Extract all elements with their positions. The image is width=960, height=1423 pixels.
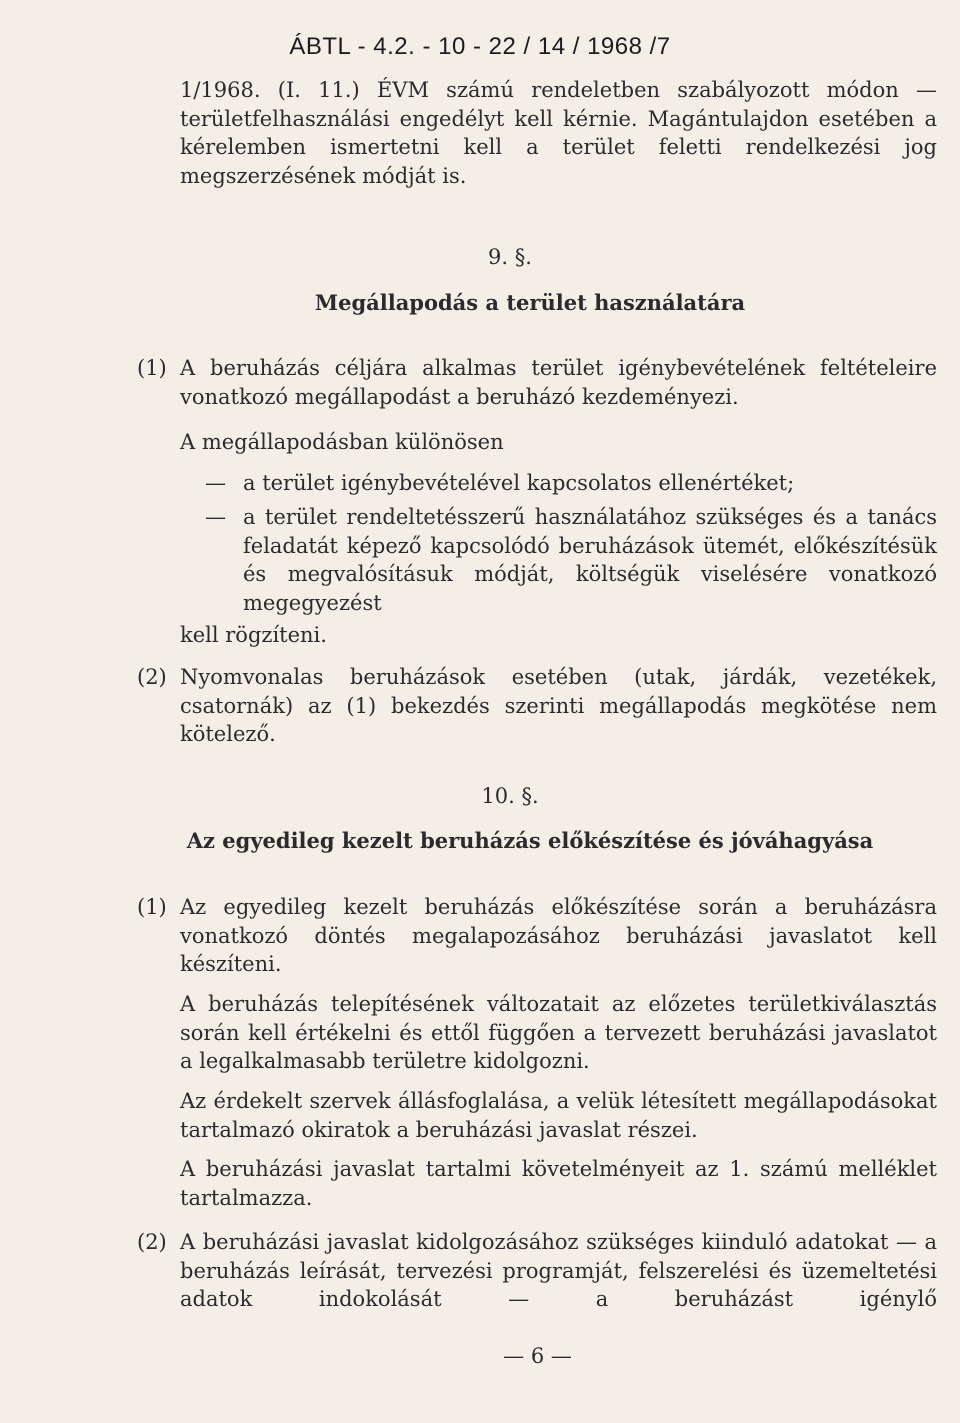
section-10-paragraph-1: Az egyedileg kezelt beruházás előkészítése során a beruházásra vonatkozó döntés megalapozásához beruházási javaslatot kell készíteni. [180, 895, 937, 976]
section-10-number: 10. §. [481, 784, 539, 808]
section-10-paragraph-2: A beruházási javaslat kidolgozásához szükséges kiinduló adatokat — a beruházás leírását, tervezési programját, felszerelési és üzemeltetési adatok indokolását — a beruházást igénylő [180, 1230, 937, 1311]
section-10-paragraph-2-number: (2) [137, 1230, 167, 1254]
section-10-paragraph-1-d: A beruházási javaslat tartalmi követelményeit az 1. számú melléklet tartalmazza. [180, 1157, 937, 1210]
section-9-paragraph-1: A beruházás céljára alkalmas terület igénybevételének feltételeire vonatkozó megállapodást a beruházó kezdeményezi. [180, 356, 937, 409]
section-10-paragraph-1-number: (1) [137, 895, 167, 919]
archive-reference: ÁBTL - 4.2. - 10 - 22 / 14 / 1968 /7 [289, 33, 671, 60]
section-9-title: Megállapodás a terület használatára [314, 290, 746, 315]
section-9-paragraph-1-end: kell rögzíteni. [180, 623, 327, 647]
section-9-paragraph-1-number: (1) [137, 356, 167, 380]
section-9-number: 9. §. [488, 245, 532, 269]
section-9-paragraph-2-number: (2) [137, 665, 167, 689]
bullet-dash: — [205, 505, 226, 529]
section-10-paragraph-1-c: Az érdekelt szervek állásfoglalása, a velük létesített megállapodásokat tartalmazó okiratok a beruházási javaslat részei. [180, 1089, 937, 1142]
bullet-item: a terület igénybevételével kapcsolatos ellenértéket; [243, 471, 795, 495]
section-9-paragraph-1-lead: A megállapodásban különösen [180, 430, 504, 454]
intro-paragraph: 1/1968. (I. 11.) ÉVM számú rendeletben szabályozott módon — területfelhasználási engedélyt kell kérnie. Magántulajdon esetében a kérelemben ismertetni kell a terület feletti rendelkezési jog megszerzésének módját is. [180, 78, 937, 188]
bullet-item: a terület rendeltetésszerű használatához szükséges és a tanács feladatát képező kapcsolódó beruházások ütemét, előkészítésük és megvalósításuk módját, költségük viselésére vonatkozó megegyezést [243, 505, 937, 615]
section-10-paragraph-1-b: A beruházás telepítésének változatait az előzetes területkiválasztás során kell értékelni és ettől függően a tervezett beruházási javaslatot a legalkalmasabb területre kidolgozni. [180, 992, 937, 1073]
page-number: — 6 — [503, 1344, 572, 1368]
bullet-dash: — [205, 471, 226, 495]
section-9-paragraph-2: Nyomvonalas beruházások esetében (utak, járdák, vezetékek, csatornák) az (1) bekezdés szerinti megállapodás megkötése nem kötelező. [180, 665, 937, 746]
section-10-title: Az egyedileg kezelt beruházás előkészítése és jóváhagyása [186, 828, 874, 853]
